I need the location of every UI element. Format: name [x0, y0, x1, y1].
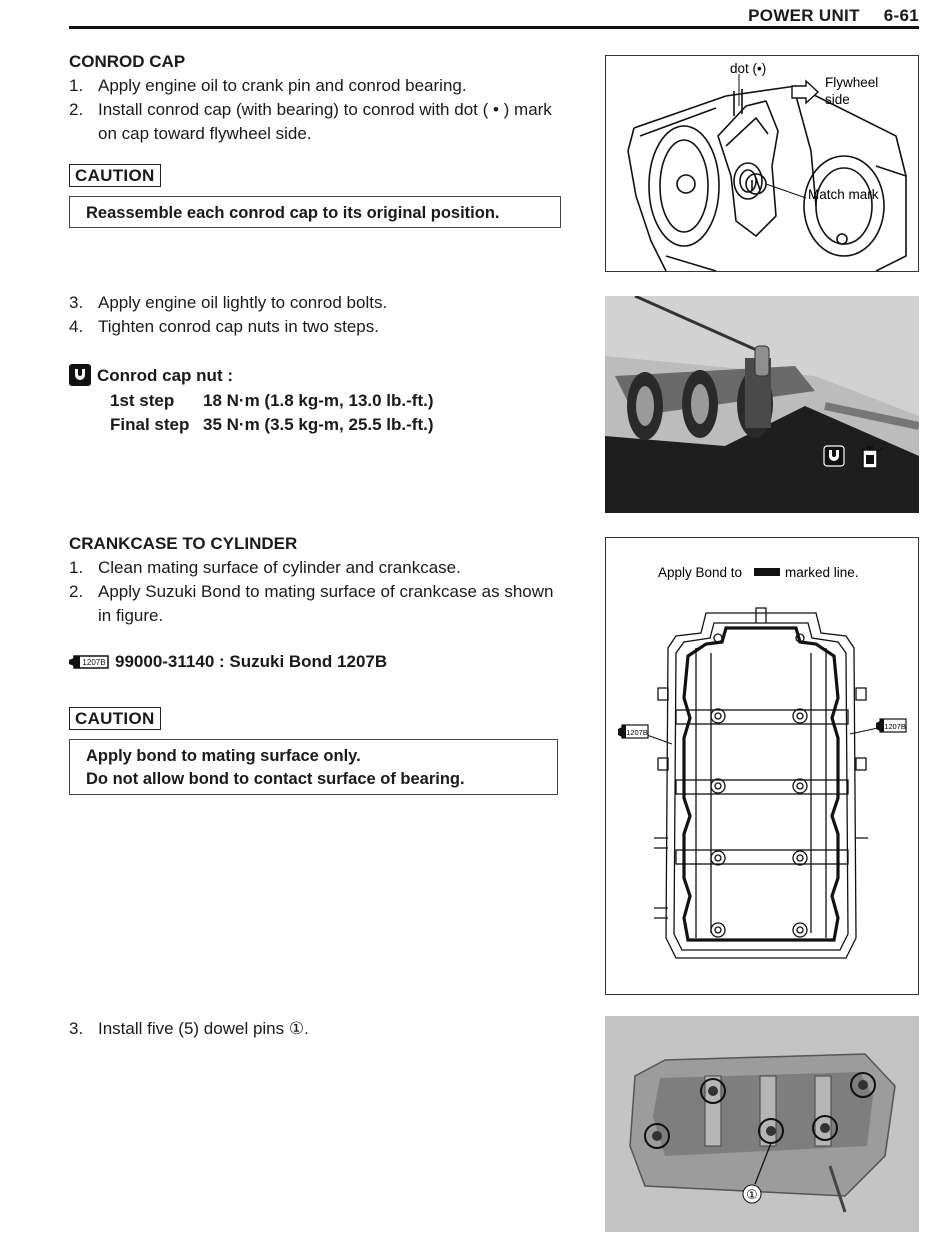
section-title-crankcase: CRANKCASE TO CYLINDER [69, 534, 298, 553]
caution-label: CAUTION [69, 164, 161, 187]
step-text: Tighten conrod cap nuts in two steps. [98, 317, 379, 336]
marked-line-legend [754, 568, 780, 576]
caution-line: Apply bond to mating surface only. [86, 747, 361, 765]
page-header [748, 6, 919, 26]
bond-application-diagram [605, 537, 919, 995]
conrod-line-drawing [606, 56, 918, 271]
section-title-conrod-cap: CONROD CAP [69, 52, 186, 71]
tightening-nuts-photo [605, 296, 919, 513]
bond-tube-icon [876, 719, 906, 732]
step-number: 4. [69, 317, 84, 336]
header-rule [69, 26, 919, 29]
header-section: POWER UNIT [748, 6, 860, 25]
torque-step-value: 18 N·m (1.8 kg-m, 13.0 lb.-ft.) [203, 391, 434, 410]
flywheel-label: Flywheel [825, 75, 879, 90]
step-item [69, 580, 569, 628]
torque-wrench-icon [824, 446, 844, 466]
dot-label: dot (•) [730, 61, 767, 76]
bond-part-line: 99000-31140 : Suzuki Bond 1207B [115, 652, 388, 671]
step-item [69, 1017, 569, 1041]
torque-step-label: 1st step [110, 391, 175, 410]
caution-note: Reassemble each conrod cap to its original position. [69, 196, 561, 228]
step-item [69, 291, 569, 315]
step-text: Clean mating surface of cylinder and crankcase. [98, 558, 461, 577]
caution-label: CAUTION [69, 707, 161, 730]
step-item [69, 98, 569, 146]
bond-marked-line [684, 628, 838, 940]
bond-tube-icon [69, 654, 109, 670]
page-number: 6-61 [883, 6, 919, 25]
apply-bond-label: marked line. [785, 565, 859, 580]
torque-wrench-icon [69, 364, 91, 386]
step-text: Install five (5) dowel pins ①. [98, 1019, 309, 1038]
bond-badge-label: 1207B [82, 658, 106, 667]
match-mark-label: Match mark [808, 187, 879, 202]
step-text: Apply engine oil to crank pin and conrod bearing. [98, 76, 467, 95]
step-item [69, 315, 569, 339]
step-number: 2. [69, 100, 84, 119]
step-number: 1. [69, 76, 84, 95]
bond-badge-label: 1207B [884, 722, 906, 731]
step-number: 1. [69, 558, 84, 577]
torque-title: Conrod cap nut : [97, 366, 233, 385]
step-item [69, 556, 569, 580]
apply-bond-label: Apply Bond to [658, 565, 743, 580]
dowel-pins-photo [605, 1016, 919, 1232]
bond-tube-icon [618, 725, 648, 738]
conrod-cap-illustration [605, 55, 919, 272]
step-text: Install conrod cap (with bearing) to conrod with dot ( • ) mark on cap toward flywheel side. [98, 100, 552, 143]
crankcase-outline-drawing [606, 538, 918, 994]
direction-arrow-icon [792, 81, 818, 103]
flywheel-label: side [825, 92, 850, 107]
callout-label: ① [746, 1188, 758, 1203]
step-text: Apply engine oil lightly to conrod bolts. [98, 293, 388, 312]
step-number: 3. [69, 293, 84, 312]
torque-step-value: 35 N·m (3.5 kg-m, 25.5 lb.-ft.) [203, 415, 434, 434]
step-item [69, 74, 569, 98]
step-text: Apply Suzuki Bond to mating surface of crankcase as shown in figure. [98, 582, 554, 625]
crankshaft-photo-sketch [605, 296, 919, 513]
bond-badge-label: 1207B [626, 728, 648, 737]
torque-step-label: Final step [110, 415, 190, 434]
step-number: 2. [69, 582, 84, 601]
crankcase-photo-sketch [605, 1016, 919, 1232]
caution-note [69, 739, 558, 795]
step-number: 3. [69, 1019, 84, 1038]
caution-line: Do not allow bond to contact surface of bearing. [86, 770, 465, 788]
